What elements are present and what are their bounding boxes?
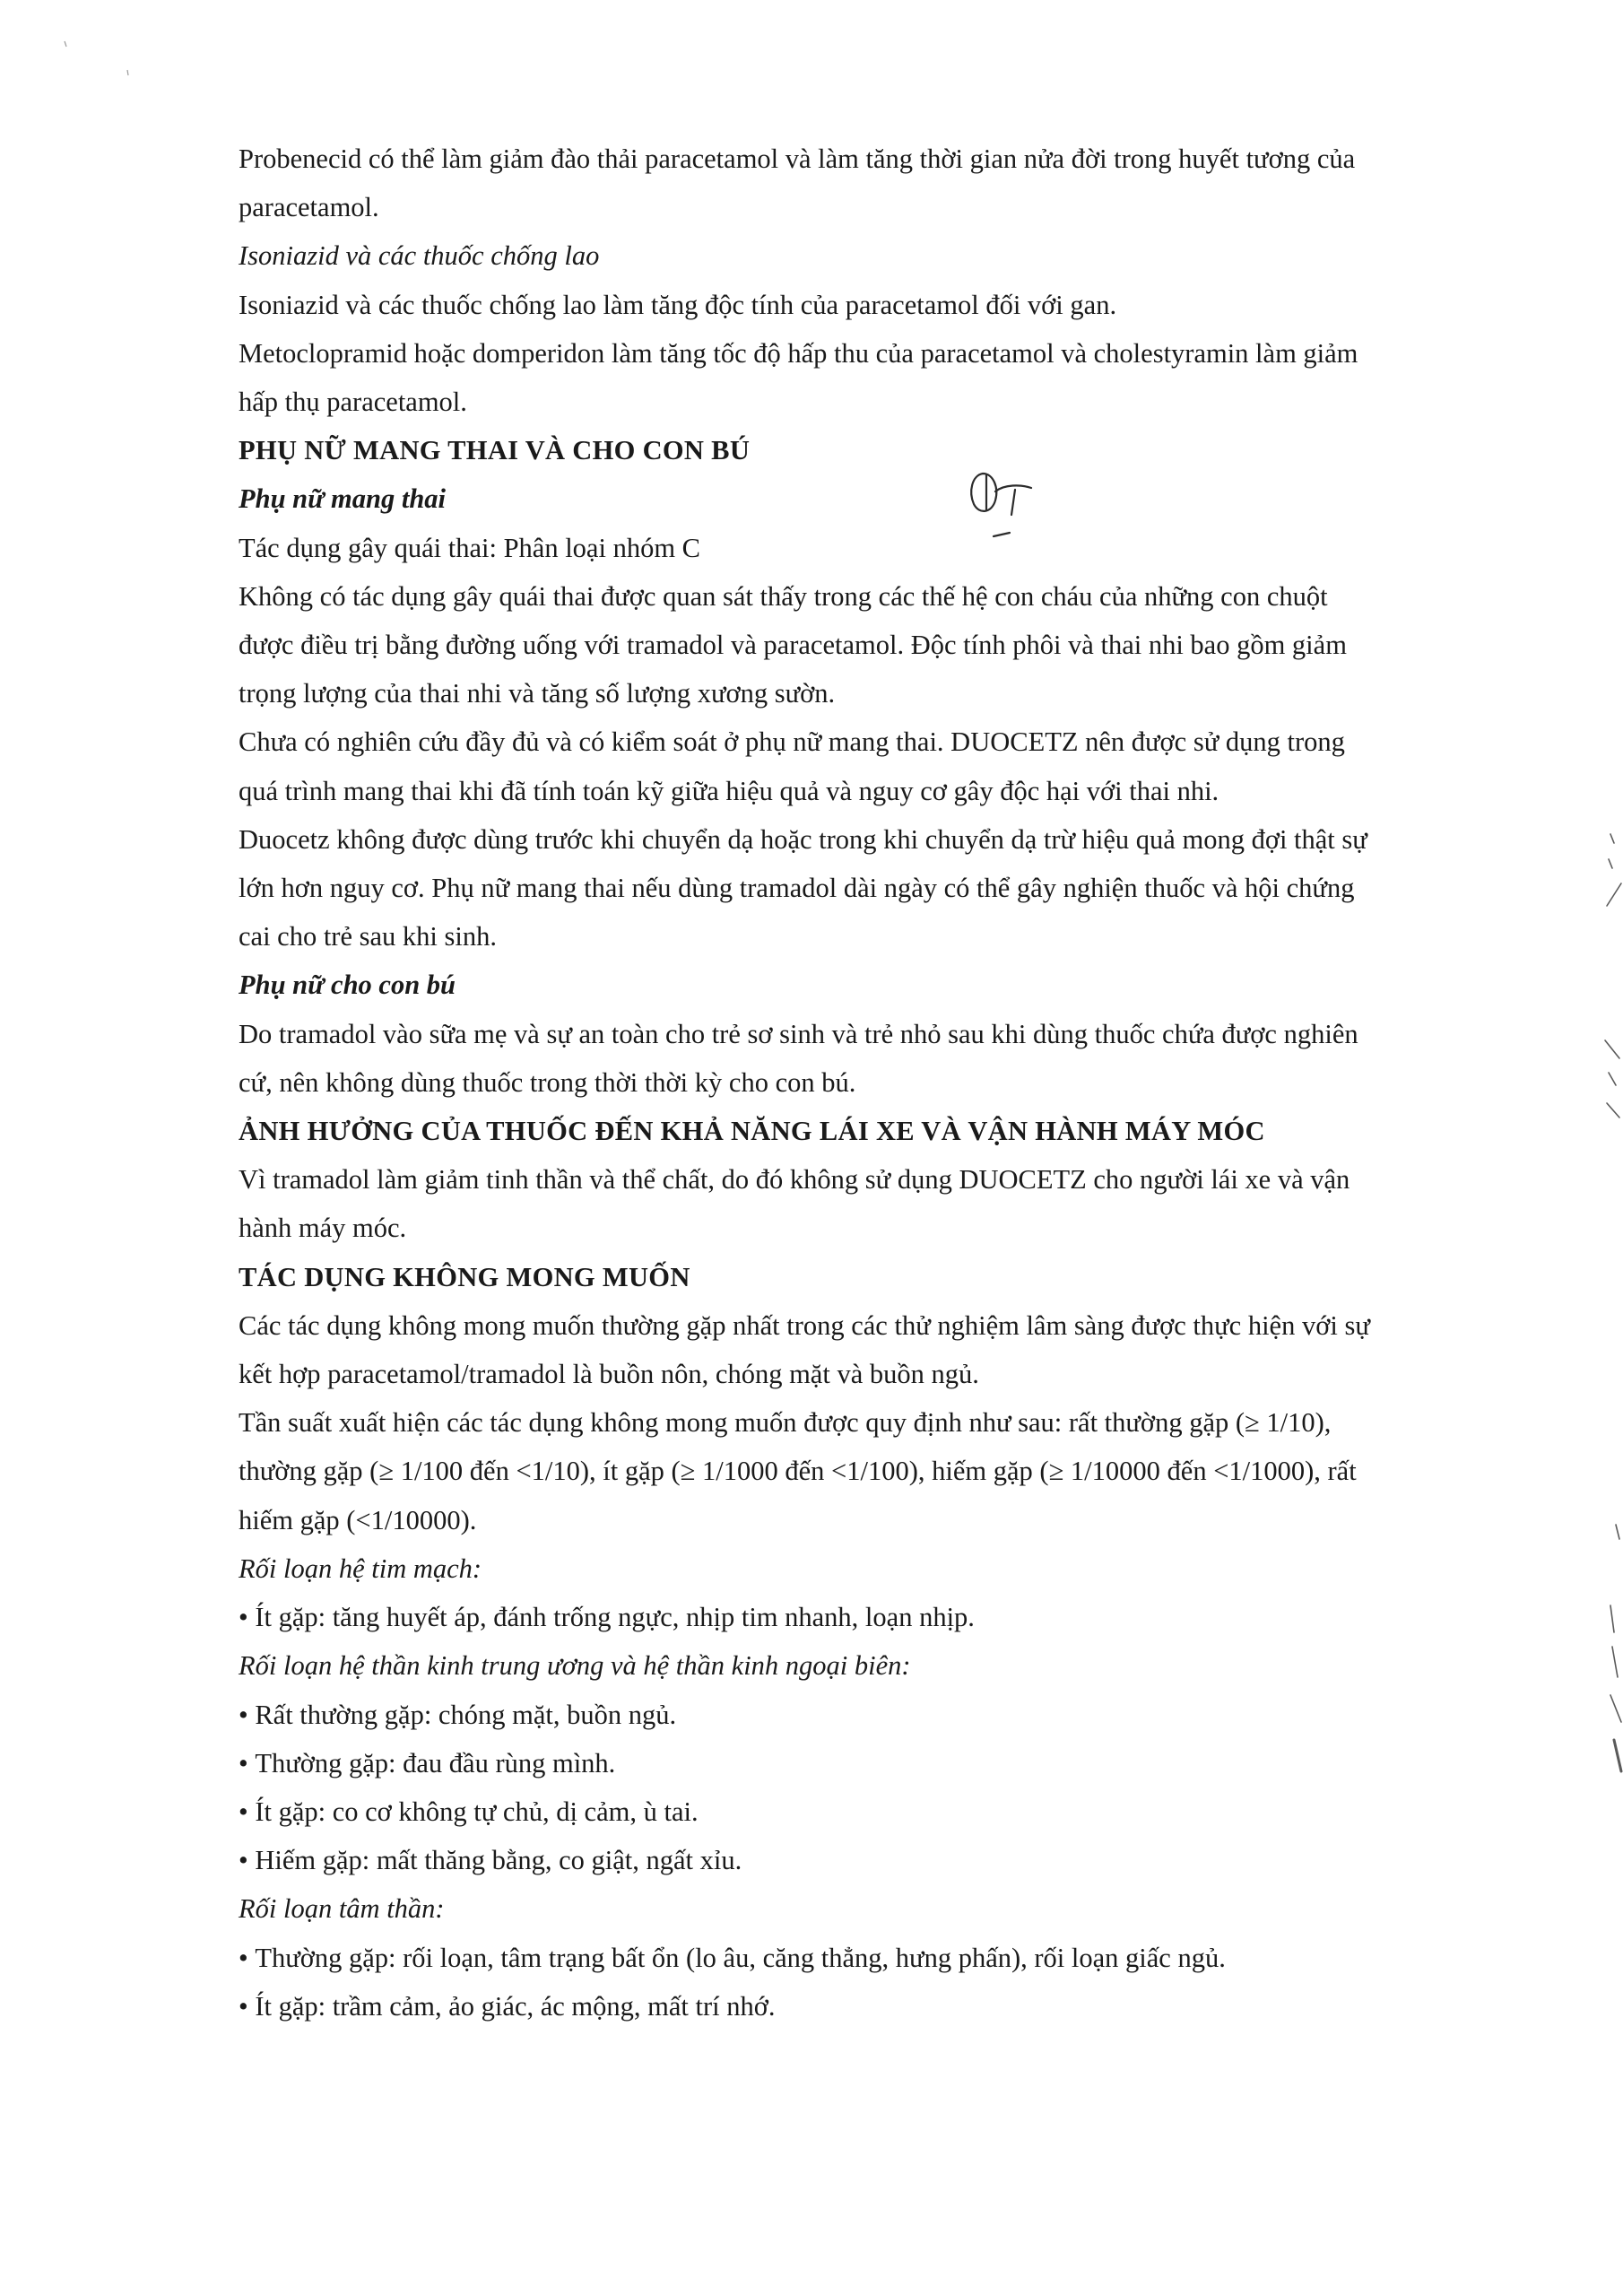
body-line: Vì tramadol làm giảm tinh thần và thể chất, do đó không sử dụng DUOCETZ cho người lái xe và vận <box>239 1164 1350 1196</box>
body-line: cứ, nên không dùng thuốc trong thời thời kỳ cho con bú. <box>239 1066 856 1098</box>
body-line: Metoclopramid hoặc domperidon làm tăng tốc độ hấp thu của paracetamol và cholestyramin làm giảm <box>239 337 1358 369</box>
body-line: quá trình mang thai khi đã tính toán kỹ giữa hiệu quả và nguy cơ gây độc hại với thai nhi. <box>239 775 1219 806</box>
body-line: Isoniazid và các thuốc chống lao làm tăng độc tính của paracetamol đối với gan. <box>239 289 1117 320</box>
body-line: Tác dụng gây quái thai: Phân loại nhóm C <box>239 532 701 563</box>
bullet-item: • Ít gặp: trầm cảm, ảo giác, ác mộng, mất trí nhớ. <box>239 1982 1413 2031</box>
body-line: Do tramadol vào sữa mẹ và sự an toàn cho trẻ sơ sinh và trẻ nhỏ sau khi dùng thuốc chứa được nghiên <box>239 1018 1358 1049</box>
bullet-item: • Ít gặp: co cơ không tự chủ, dị cảm, ù tai. <box>239 1787 1413 1836</box>
bullet-item: • Thường gặp: đau đầu rùng mình. <box>239 1739 1413 1787</box>
body-line: cai cho trẻ sau khi sinh. <box>239 921 497 952</box>
body-line: hấp thụ paracetamol. <box>239 387 467 418</box>
section-heading: ẢNH HƯỞNG CỦA THUỐC ĐẾN KHẢ NĂNG LÁI XE VÀ VẬN HÀNH MÁY MÓC <box>239 1116 1265 1147</box>
body-line: kết hợp paracetamol/tramadol là buồn nôn, chóng mặt và buồn ngủ. <box>239 1359 979 1390</box>
body-line: Tần suất xuất hiện các tác dụng không mong muốn được quy định như sau: rất thường gặp (≥ 1/10), <box>239 1407 1332 1439</box>
body-line: trọng lượng của thai nhi và tăng số lượng xương sườn. <box>239 678 836 709</box>
scan-speck <box>127 70 128 75</box>
subsection-label: Rối loạn hệ tim mạch: <box>239 1552 482 1584</box>
subsection-heading: Phụ nữ mang thai <box>239 483 447 515</box>
subsection-heading: Phụ nữ cho con bú <box>239 970 456 1001</box>
scan-speck <box>65 41 66 47</box>
bullet-item: • Hiếm gặp: mất thăng bằng, co giật, ngất xỉu. <box>239 1836 1413 1884</box>
document-body <box>239 135 1413 2031</box>
subsection-label: Rối loạn tâm thần: <box>239 1893 445 1925</box>
body-line: được điều trị bằng đường uống với tramadol và paracetamol. Độc tính phôi và thai nhi bao gồm giảm <box>239 630 1347 661</box>
section-heading: PHỤ NỮ MANG THAI VÀ CHO CON BÚ <box>239 435 751 466</box>
margin-scan-marks <box>1605 834 1621 1771</box>
body-line: hiếm gặp (<1/10000). <box>239 1504 477 1535</box>
body-line: Chưa có nghiên cứu đầy đủ và có kiểm soát ở phụ nữ mang thai. DUOCETZ nên được sử dụng trong <box>239 726 1345 758</box>
body-line: thường gặp (≥ 1/100 đến <1/10), ít gặp (≥ 1/1000 đến <1/100), hiếm gặp (≥ 1/10000 đến <1/1000), rất <box>239 1456 1357 1487</box>
bullet-item: • Thường gặp: rối loạn, tâm trạng bất ổn (lo âu, căng thẳng, hưng phấn), rối loạn giấc ngủ. <box>239 1934 1413 1982</box>
body-line: hành máy móc. <box>239 1213 407 1244</box>
body-line: Probenecid có thể làm giảm đào thải paracetamol và làm tăng thời gian nửa đời trong huyết tương của <box>239 144 1356 174</box>
body-line: lớn hơn nguy cơ. Phụ nữ mang thai nếu dùng tramadol dài ngày có thể gây nghiện thuốc và hội chứng <box>239 873 1355 904</box>
body-line: Không có tác dụng gây quái thai được quan sát thấy trong các thế hệ con cháu của những con chuột <box>239 580 1328 612</box>
bullet-item: • Ít gặp: tăng huyết áp, đánh trống ngực, nhịp tim nhanh, loạn nhịp. <box>239 1593 1413 1641</box>
body-line: Duocetz không được dùng trước khi chuyển dạ hoặc trong khi chuyển dạ trừ hiệu quả mong đợi thật sự <box>239 823 1367 855</box>
subsection-label: Isoniazid và các thuốc chống lao <box>239 240 600 272</box>
bullet-item: • Rất thường gặp: chóng mặt, buồn ngủ. <box>239 1691 1413 1739</box>
subsection-label: Rối loạn hệ thần kinh trung ương và hệ thần kinh ngoại biên: <box>239 1650 911 1682</box>
section-heading: TÁC DỤNG KHÔNG MONG MUỐN <box>239 1261 690 1292</box>
body-line: paracetamol. <box>239 192 379 223</box>
body-line: Các tác dụng không mong muốn thường gặp nhất trong các thử nghiệm lâm sàng được thực hiện với sự <box>239 1309 1370 1341</box>
